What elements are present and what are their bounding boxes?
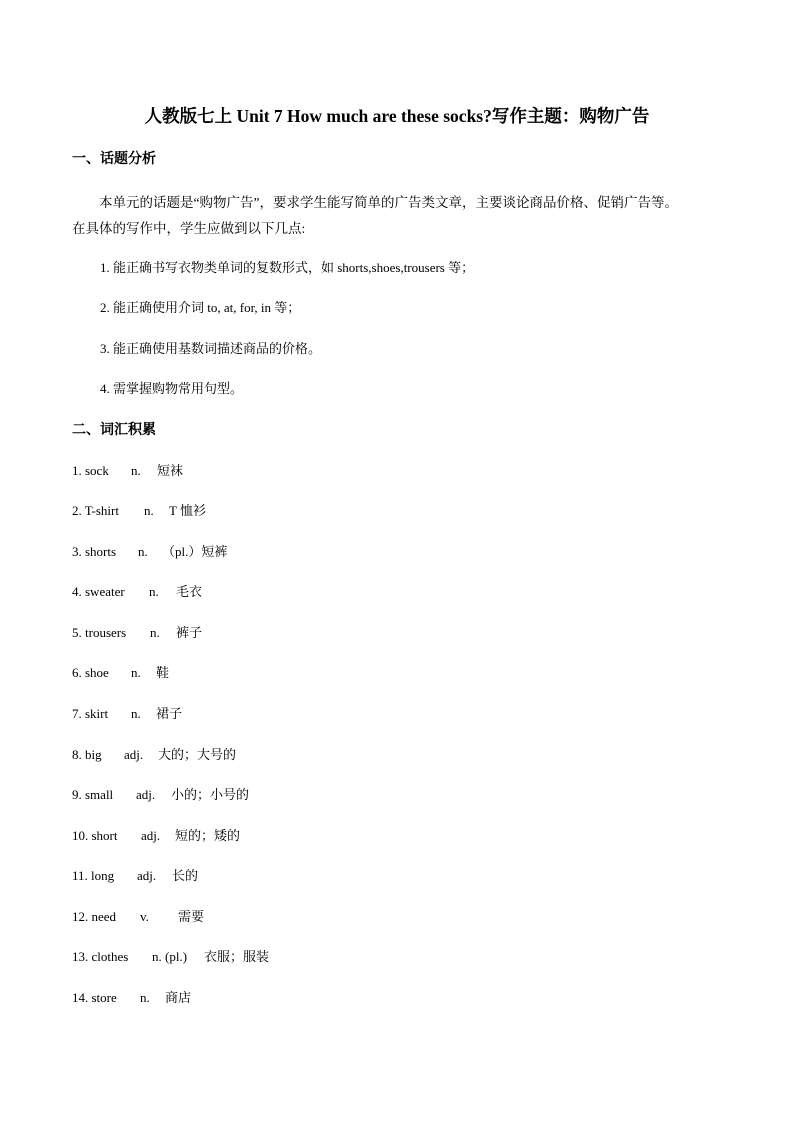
- vocab-meaning: 毛衣: [176, 584, 203, 599]
- vocab-pos: n.: [149, 584, 159, 599]
- section-heading-vocabulary: 二、词汇积累: [72, 423, 156, 438]
- vocab-item: [72, 501, 472, 521]
- vocab-word: 10. short: [72, 828, 118, 843]
- vocab-meaning: T 恤衫: [169, 503, 206, 518]
- vocab-word: 12. need: [72, 909, 117, 924]
- vocab-meaning: 需要: [178, 909, 205, 924]
- vocab-meaning: 衣服；服装: [204, 949, 270, 964]
- vocab-item: [72, 461, 472, 481]
- vocab-word: 3. shorts: [72, 544, 117, 559]
- vocab-meaning: 商店: [165, 990, 192, 1005]
- vocab-word: 5. trousers: [72, 625, 127, 640]
- vocab-meaning: 大的；大号的: [158, 747, 237, 762]
- vocab-meaning: 短的；矮的: [175, 828, 241, 843]
- vocab-item: [72, 582, 472, 602]
- vocab-meaning: （pl.）短裤: [162, 544, 228, 559]
- vocab-word: 8. big: [72, 747, 102, 762]
- vocab-item: [72, 542, 472, 562]
- vocab-item: [72, 907, 472, 927]
- vocab-pos: n.: [131, 706, 141, 721]
- vocab-pos: adj.: [124, 747, 144, 762]
- writing-point: 3. 能正确使用基数词描述商品的价格。: [100, 341, 322, 356]
- vocab-item: [72, 785, 472, 805]
- vocab-word: 1. sock: [72, 463, 109, 478]
- vocab-word: 2. T-shirt: [72, 503, 119, 518]
- vocab-word: 9. small: [72, 787, 114, 802]
- vocab-word: 13. clothes: [72, 949, 129, 964]
- vocab-meaning: 长的: [172, 868, 199, 883]
- vocab-item: [72, 866, 472, 886]
- vocab-word: 6. shoe: [72, 665, 109, 680]
- vocab-item: [72, 988, 472, 1008]
- vocab-pos: n.: [138, 544, 148, 559]
- vocab-pos: adj.: [141, 828, 161, 843]
- vocab-item: [72, 826, 472, 846]
- vocab-item: [72, 745, 472, 765]
- vocab-meaning: 鞋: [156, 665, 170, 680]
- vocab-pos: n.: [140, 990, 150, 1005]
- vocab-pos: n.: [131, 665, 141, 680]
- intro-line: 本单元的话题是“购物广告”，要求学生能写简单的广告类文章，主要谈论商品价格、促销广告等。: [99, 195, 678, 210]
- intro-line: 在具体的写作中，学生应做到以下几点:: [72, 221, 306, 236]
- section-heading-topic-analysis: 一、话题分析: [72, 152, 156, 167]
- vocab-pos: n.: [144, 503, 154, 518]
- vocab-pos: adj.: [136, 787, 156, 802]
- intro-paragraph: [72, 190, 722, 242]
- writing-point: 2. 能正确使用介词 to, at, for, in 等；: [100, 300, 301, 315]
- vocab-item: [72, 704, 472, 724]
- writing-point: 4. 需掌握购物常用句型。: [100, 381, 244, 396]
- vocab-item: [72, 623, 472, 643]
- vocab-word: 14. store: [72, 990, 117, 1005]
- vocab-meaning: 小的；小号的: [171, 787, 250, 802]
- vocab-pos: n.: [150, 625, 160, 640]
- page-title: 人教版七上 Unit 7 How much are these socks?写作主题：购物广告: [144, 106, 650, 126]
- vocab-pos: n.: [131, 463, 141, 478]
- vocab-word: 4. sweater: [72, 584, 125, 599]
- writing-point: 1. 能正确书写衣物类单词的复数形式，如 shorts,shoes,trousers 等；: [100, 260, 475, 275]
- vocab-word: 11. long: [72, 868, 115, 883]
- vocab-pos: v.: [140, 909, 149, 924]
- vocab-word: 7. skirt: [72, 706, 109, 721]
- vocab-item: [72, 663, 472, 683]
- vocab-meaning: 裙子: [156, 706, 183, 721]
- vocab-meaning: 裤子: [176, 625, 203, 640]
- vocab-pos: adj.: [137, 868, 157, 883]
- vocab-pos: n. (pl.): [152, 949, 188, 964]
- vocab-meaning: 短袜: [157, 463, 184, 478]
- vocab-item: [72, 947, 472, 967]
